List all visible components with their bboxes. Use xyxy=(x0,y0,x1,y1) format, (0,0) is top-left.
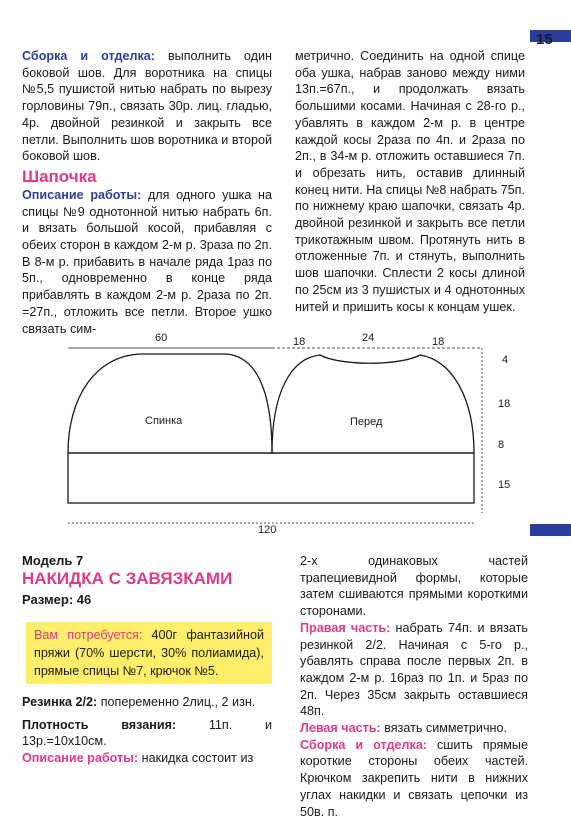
assembly-label-2: Сборка и отделка: xyxy=(300,737,428,752)
density-paragraph xyxy=(22,717,272,750)
dim-height-4: 15 xyxy=(498,479,511,491)
work-paragraph xyxy=(22,750,272,767)
ribbing-text: попеременно 2лиц., 2 изн. xyxy=(97,695,256,709)
dim-front-side-2: 18 xyxy=(432,336,445,348)
assembly-text-2: сшить прямые короткие стороны обеих частей. Крючком закрепить нити в нижних углах накидки и связать цепочки из 50в. п. xyxy=(300,737,528,819)
model-number: Модель 7 xyxy=(22,553,84,568)
section-corner-bar xyxy=(530,524,571,536)
size-line: Размер: 46 xyxy=(22,592,92,607)
right-part-label: Правая часть: xyxy=(300,620,391,635)
ribbing-label: Резинка 2/2: xyxy=(22,695,98,709)
top-right-column xyxy=(295,48,525,315)
back-piece-outline xyxy=(68,354,272,453)
hat-work-paragraph xyxy=(22,187,272,337)
bottom-right-column xyxy=(300,553,528,820)
assembly-paragraph-2 xyxy=(300,737,528,820)
front-piece-outline xyxy=(272,355,474,453)
page-number: 15 xyxy=(536,31,553,48)
ribbing-paragraph xyxy=(22,694,272,711)
bottom-left-column xyxy=(22,553,272,767)
dim-height-1: 4 xyxy=(502,354,509,366)
materials-label: Вам потребуется: xyxy=(34,628,143,642)
left-part-text: вязать симметрично. xyxy=(380,721,507,736)
dim-front-center: 24 xyxy=(362,332,375,344)
dim-back-width: 60 xyxy=(155,332,168,344)
label-front: Перед xyxy=(350,416,383,428)
assembly-text: выполнить один боковой шов. Для воротника на спицы №5,5 пушистой нитью набрать по вырезу горловины 79п., связать 30р. лиц. гладью, 4р. двойной резинкой и закрыть все петли. Выполнить шов воротника и второй боковой шов. xyxy=(22,49,272,164)
pattern-diagram xyxy=(0,328,530,538)
garment-title: НАКИДКА С ЗАВЯЗКАМИ xyxy=(22,569,233,588)
hat-work-continuation: метрично. Соединить на одной спице оба ушка, набрав заново между ними 13п.=67п., и продолжать вязать большими косами. Начиная с 28-го р., убавлять в каждом 2-м р. в центре каждой косы 2раза по 4п. и 2раза по 2п., в 34-м р. отложить оставшиеся 7п. и обрезать нить, оставив длинный конец нити. На спицы №8 набрать 75п. по нижнему краю шапочки, связать 4р. двойной резинкой и закрыть все петли трикотажным швом. Протянуть нить в отложенные 7п. и стянуть, выполнить шов шапочки. Сплести 2 косы длиной по 25см из 3 пушистых и 4 однотонных нитей и пришить косы к концам ушек. xyxy=(295,49,525,314)
left-part-paragraph xyxy=(300,720,528,737)
materials-text: 400г фантазийной пряжи (70% шерсти, 30% полиамида), прямые спицы №7, крючок №5. xyxy=(34,628,264,678)
work-text: накидка состоит из xyxy=(138,751,254,766)
hat-work-label: Описание работы: xyxy=(22,187,142,202)
right-part-paragraph xyxy=(300,620,528,720)
assembly-label: Сборка и отделка: xyxy=(22,49,155,63)
left-part-label: Левая часть: xyxy=(300,721,381,736)
density-label: Плотность вязания: xyxy=(22,717,177,732)
hat-work-text: для одного ушка на спицы №9 однотонной нитью набрать 6п. и вязать большой косой, прибавляя с обеих сторон в каждом 2-м р. 3раза по 2п. В 8-м р. прибавить в начале ряда 1раз по 5п., одновременно в конце ряда прибавлять в каждом 2-м р. 2раза по 2п. =27п., отложить все петли. Второе ушко связать сим- xyxy=(22,187,272,336)
materials-box xyxy=(26,622,272,684)
label-back: Спинка xyxy=(145,415,183,427)
dim-front-side-1: 18 xyxy=(293,336,306,348)
ribbing-band-outline xyxy=(68,453,474,503)
dim-height-2: 18 xyxy=(498,398,511,410)
assembly-paragraph xyxy=(22,48,272,165)
intro-paragraph: 2-х одинаковых частей трапециевидной формы, которые затем сшиваются прямыми короткими сторонами. xyxy=(300,554,528,619)
density-text: 11п. и 13р.=10х10см. xyxy=(22,717,272,749)
top-left-column xyxy=(22,48,272,337)
hat-heading: Шапочка xyxy=(22,166,97,186)
dim-total-width: 120 xyxy=(258,524,277,536)
right-part-text: набрать 74п. и вязать резинкой 2/2. Начиная с 5-го р., убавлять справа после первых 2п. в каждом 2-м р. 16раз по 1п. и 5раз по 2п. Через 35см закрыть оставшиеся 48п. xyxy=(300,620,528,719)
dim-height-3: 8 xyxy=(498,439,505,451)
work-label: Описание работы: xyxy=(22,751,139,766)
